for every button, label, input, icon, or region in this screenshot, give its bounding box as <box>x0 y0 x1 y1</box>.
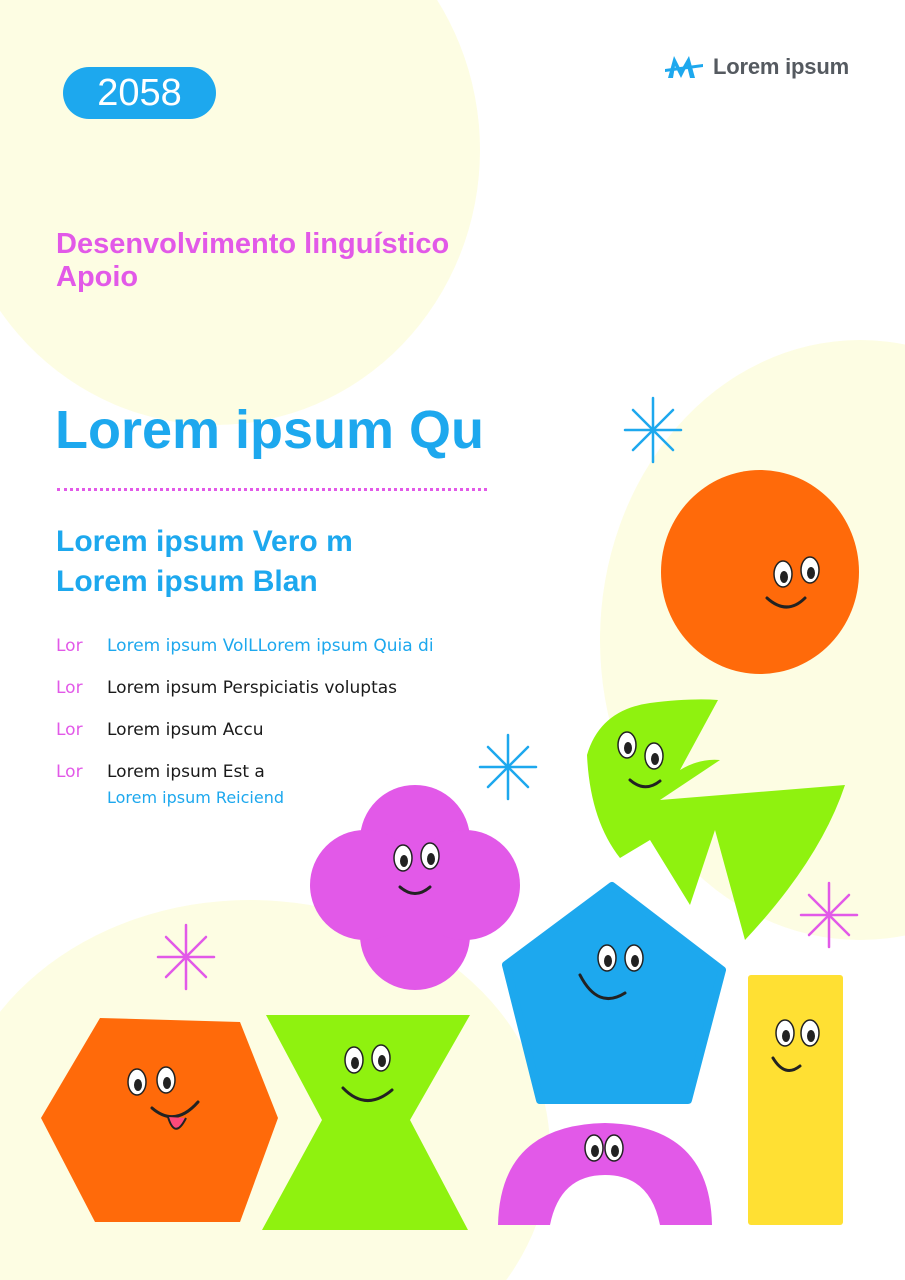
brand-name: Lorem ipsum <box>713 54 849 79</box>
list-tag: Lor <box>56 762 83 782</box>
headline-line-1: Lorem ipsum Vero m <box>56 525 353 558</box>
green-hourglass-character <box>262 1015 470 1230</box>
sparkle-icon <box>480 735 536 799</box>
orange-hexagon-character <box>41 1018 278 1222</box>
main-title: Lorem ipsum Qu <box>55 400 485 460</box>
sparkle-icon <box>158 925 214 989</box>
yellow-rectangle-character <box>748 975 843 1225</box>
subtitle-line-1: Desenvolvimento linguístico <box>56 228 450 260</box>
pink-arch-character <box>498 1123 712 1225</box>
sparkle-icon <box>625 398 681 462</box>
list-text: Lorem ipsum Perspiciatis voluptas <box>107 678 398 698</box>
sparkle-icon <box>801 883 857 947</box>
year-badge: 2058 <box>63 67 216 119</box>
subtitle-line-2: Apoio <box>56 261 139 293</box>
list-text: Lorem ipsum Accu <box>107 720 264 740</box>
list-tag: Lor <box>56 636 83 656</box>
list-subtext: Lorem ipsum Reiciend <box>107 788 284 807</box>
list-tag: Lor <box>56 720 83 740</box>
blue-pentagon-character <box>506 886 722 1100</box>
pink-flower-character <box>310 785 520 990</box>
orange-circle-character <box>661 470 859 674</box>
list-text: Lorem ipsum VolLLorem ipsum Quia di <box>107 636 434 656</box>
list-tag: Lor <box>56 678 83 698</box>
headline-line-2: Lorem ipsum Blan <box>56 565 318 598</box>
list-text: Lorem ipsum Est a <box>107 762 265 782</box>
